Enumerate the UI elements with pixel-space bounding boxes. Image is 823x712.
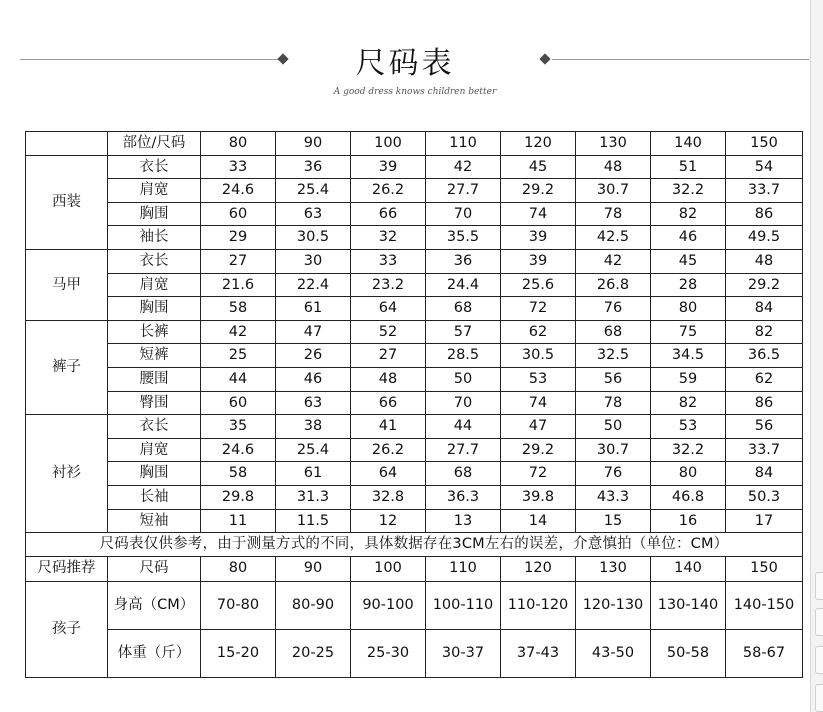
height-row [26,581,803,629]
size-value: 32.5 [576,344,651,368]
size-value: 39 [351,155,426,179]
size-value: 50 [426,367,501,391]
group-label: 裤子 [26,320,108,414]
size-value: 14 [501,509,576,533]
recommend-row [26,556,803,581]
size-value: 24.6 [201,438,276,462]
size-value: 64 [351,462,426,486]
size-value: 46 [276,367,351,391]
size-value: 43.3 [576,485,651,509]
size-value: 50 [576,415,651,439]
size-value: 42.5 [576,226,651,250]
size-value: 33.7 [726,438,803,462]
size-value: 84 [726,297,803,321]
size-value: 12 [351,509,426,533]
recommend-size: 130 [576,556,651,581]
header-size: 150 [726,132,803,156]
side-tab[interactable] [815,646,823,674]
size-value: 25.4 [276,179,351,203]
size-value: 25.6 [501,273,576,297]
height-range: 130-140 [651,581,726,629]
part-label: 胸围 [108,297,201,321]
title-rule-left [20,59,278,60]
size-value: 80 [651,297,726,321]
size-value: 63 [276,391,351,415]
size-value: 74 [501,202,576,226]
size-value: 21.6 [201,273,276,297]
size-value: 13 [426,509,501,533]
size-value: 11 [201,509,276,533]
size-value: 34.5 [651,344,726,368]
size-value: 17 [726,509,803,533]
part-label: 肩宽 [108,179,201,203]
size-value: 44 [426,415,501,439]
size-value: 27 [201,249,276,273]
table-row [26,391,803,415]
height-range: 120-130 [576,581,651,629]
size-value: 75 [651,320,726,344]
header-size: 120 [501,132,576,156]
table-row [26,202,803,226]
size-value: 48 [576,155,651,179]
group-label: 衬衫 [26,415,108,533]
size-value: 30 [276,249,351,273]
size-value: 68 [576,320,651,344]
size-value: 68 [426,462,501,486]
size-value: 32.2 [651,179,726,203]
size-value: 70 [426,391,501,415]
size-table [25,131,803,678]
size-value: 49.5 [726,226,803,250]
size-value: 48 [351,367,426,391]
part-label: 短裤 [108,344,201,368]
size-value: 66 [351,202,426,226]
size-value: 33 [351,249,426,273]
size-value: 24.6 [201,179,276,203]
size-value: 38 [276,415,351,439]
size-value: 39.8 [501,485,576,509]
weight-range: 15-20 [201,629,276,677]
size-value: 57 [426,320,501,344]
weight-range: 30-37 [426,629,501,677]
part-label: 肩宽 [108,273,201,297]
size-value: 51 [651,155,726,179]
size-value: 42 [201,320,276,344]
table-row [26,297,803,321]
size-value: 36.3 [426,485,501,509]
title-rule-right [552,59,809,60]
size-value: 33.7 [726,179,803,203]
size-value: 46.8 [651,485,726,509]
part-label: 衣长 [108,249,201,273]
page-subtitle: A good dress knows children better [333,87,497,97]
weight-range: 37-43 [501,629,576,677]
size-value: 64 [351,297,426,321]
table-row [26,155,803,179]
size-value: 25 [201,344,276,368]
size-value: 11.5 [276,509,351,533]
size-value: 27.7 [426,438,501,462]
size-value: 59 [651,367,726,391]
part-label: 长袖 [108,485,201,509]
size-value: 26.8 [576,273,651,297]
size-value: 46 [651,226,726,250]
size-value: 56 [576,367,651,391]
size-value: 68 [426,297,501,321]
size-value: 72 [501,462,576,486]
part-label: 袖长 [108,226,201,250]
size-value: 45 [501,155,576,179]
weight-row [26,629,803,677]
recommend-size: 120 [501,556,576,581]
size-value: 42 [576,249,651,273]
part-label: 衣长 [108,155,201,179]
table-row [26,320,803,344]
size-value: 29.2 [501,179,576,203]
size-value: 48 [726,249,803,273]
part-label: 胸围 [108,202,201,226]
size-value: 60 [201,202,276,226]
size-value: 58 [201,462,276,486]
size-value: 44 [201,367,276,391]
size-value: 22.4 [276,273,351,297]
side-tab[interactable] [815,608,823,636]
size-value: 42 [426,155,501,179]
size-value: 47 [276,320,351,344]
size-value: 41 [351,415,426,439]
table-row [26,485,803,509]
size-value: 63 [276,202,351,226]
size-value: 30.7 [576,179,651,203]
size-value: 15 [576,509,651,533]
header-label: 部位/尺码 [108,132,201,156]
size-value: 76 [576,462,651,486]
weight-range: 58-67 [726,629,803,677]
size-value: 24.4 [426,273,501,297]
size-value: 66 [351,391,426,415]
part-label: 衣长 [108,415,201,439]
size-value: 82 [651,391,726,415]
size-value: 26.2 [351,438,426,462]
page-title: 尺码表 [355,46,455,81]
height-range: 80-90 [276,581,351,629]
size-value: 31.3 [276,485,351,509]
size-value: 72 [501,297,576,321]
size-value: 29 [201,226,276,250]
size-value: 74 [501,391,576,415]
weight-range: 43-50 [576,629,651,677]
size-value: 32.2 [651,438,726,462]
size-value: 25.4 [276,438,351,462]
size-value: 26 [276,344,351,368]
size-value: 27.7 [426,179,501,203]
table-row [26,344,803,368]
size-value: 16 [651,509,726,533]
size-value: 82 [726,320,803,344]
size-value: 29.8 [201,485,276,509]
recommend-label: 尺码推荐 [26,556,108,581]
size-value: 82 [651,202,726,226]
part-label: 腰围 [108,367,201,391]
size-value: 53 [501,367,576,391]
size-value: 80 [651,462,726,486]
side-tab[interactable] [815,572,823,600]
size-value: 28.5 [426,344,501,368]
header-size: 130 [576,132,651,156]
size-value: 28 [651,273,726,297]
header-row [26,132,803,156]
part-label: 臀围 [108,391,201,415]
weight-range: 25-30 [351,629,426,677]
size-value: 62 [501,320,576,344]
recommend-size: 150 [726,556,803,581]
weight-label: 体重（斤） [108,629,201,677]
size-value: 39 [501,249,576,273]
size-value: 60 [201,391,276,415]
size-value: 26.2 [351,179,426,203]
header-size: 80 [201,132,276,156]
height-range: 100-110 [426,581,501,629]
table-row [26,273,803,297]
size-value: 45 [651,249,726,273]
recommend-size: 110 [426,556,501,581]
size-value: 50.3 [726,485,803,509]
size-value: 36 [426,249,501,273]
size-value: 53 [651,415,726,439]
size-value: 36.5 [726,344,803,368]
group-label: 马甲 [26,249,108,320]
size-value: 27 [351,344,426,368]
table-row [26,509,803,533]
table-row [26,367,803,391]
size-value: 86 [726,391,803,415]
size-value: 32.8 [351,485,426,509]
height-range: 140-150 [726,581,803,629]
size-value: 32 [351,226,426,250]
header-size: 110 [426,132,501,156]
header-corner [26,132,108,156]
height-range: 90-100 [351,581,426,629]
size-note: 尺码表仅供参考，由于测量方式的不同，具体数据存在3CM左右的误差，介意慎拍（单位：CM） [26,533,803,557]
part-label: 长裤 [108,320,201,344]
size-value: 35.5 [426,226,501,250]
size-value: 36 [276,155,351,179]
weight-range: 20-25 [276,629,351,677]
size-value: 61 [276,297,351,321]
table-row [26,249,803,273]
part-label: 胸围 [108,462,201,486]
size-value: 29.2 [501,438,576,462]
recommend-size: 100 [351,556,426,581]
size-value: 47 [501,415,576,439]
size-value: 58 [201,297,276,321]
size-value: 54 [726,155,803,179]
size-value: 78 [576,391,651,415]
recommend-size: 140 [651,556,726,581]
weight-range: 50-58 [651,629,726,677]
recommend-size-label: 尺码 [108,556,201,581]
header-size: 100 [351,132,426,156]
header-size: 140 [651,132,726,156]
size-value: 30.5 [501,344,576,368]
size-value: 52 [351,320,426,344]
size-value: 39 [501,226,576,250]
size-value: 78 [576,202,651,226]
size-value: 35 [201,415,276,439]
group-label: 西装 [26,155,108,249]
size-value: 76 [576,297,651,321]
table-row [26,226,803,250]
size-value: 86 [726,202,803,226]
size-value: 30.7 [576,438,651,462]
size-value: 70 [426,202,501,226]
size-value: 56 [726,415,803,439]
note-row [26,533,803,557]
kid-group-label: 孩子 [26,581,108,677]
size-value: 84 [726,462,803,486]
table-row [26,415,803,439]
recommend-size: 80 [201,556,276,581]
table-row [26,462,803,486]
size-value: 29.2 [726,273,803,297]
side-tab[interactable] [815,684,823,712]
size-value: 23.2 [351,273,426,297]
table-row [26,438,803,462]
header-size: 90 [276,132,351,156]
size-value: 30.5 [276,226,351,250]
size-value: 33 [201,155,276,179]
recommend-size: 90 [276,556,351,581]
height-range: 110-120 [501,581,576,629]
size-value: 62 [726,367,803,391]
table-row [26,179,803,203]
height-range: 70-80 [201,581,276,629]
size-value: 61 [276,462,351,486]
height-label: 身高（CM） [108,581,201,629]
part-label: 短袖 [108,509,201,533]
part-label: 肩宽 [108,438,201,462]
